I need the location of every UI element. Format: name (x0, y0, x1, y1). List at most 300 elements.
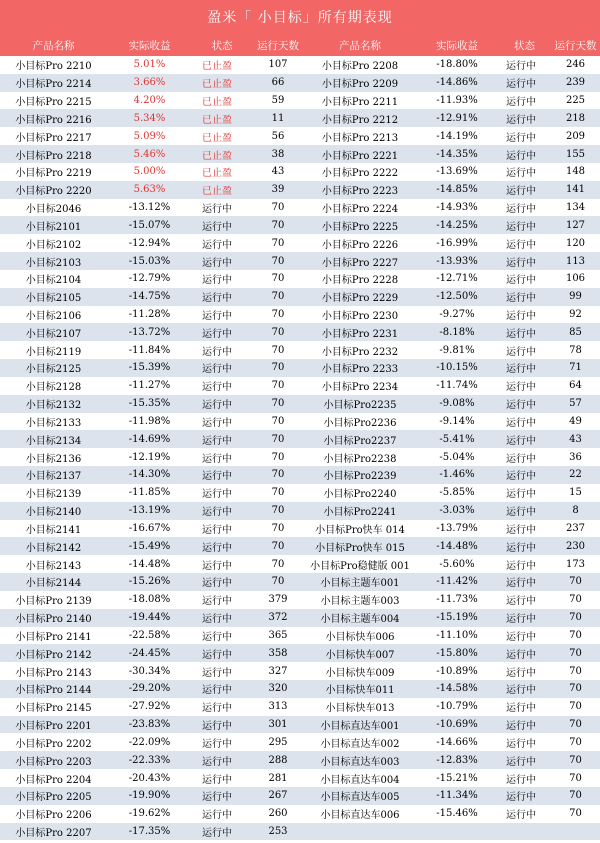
header-product-name-right: 产品名称 (339, 39, 381, 52)
table-row (0, 56, 600, 74)
right-product-name-cell: 小目标主题车001 (320, 578, 400, 590)
right-product-name-cell: 小目标Pro 2224 (321, 204, 399, 216)
left-status-cell: 运行中 (202, 221, 232, 233)
right-actual-return-cell: -18.80% (436, 59, 478, 71)
right-product-name-cell: 小目标快车006 (325, 631, 395, 643)
left-running-days-cell: 70 (271, 487, 285, 499)
left-running-days-cell: 70 (271, 433, 285, 445)
left-running-days-cell: 70 (271, 309, 285, 320)
left-status-cell: 已止盈 (202, 79, 232, 91)
right-actual-return-cell: -10.79% (436, 701, 478, 713)
table-row (0, 270, 600, 288)
left-product-name-cell: 小目标2136 (25, 453, 82, 465)
table-row (0, 484, 600, 502)
left-running-days-cell: 70 (271, 415, 285, 427)
right-running-days-cell: 70 (569, 736, 582, 748)
left-actual-return-cell: -12.19% (128, 451, 171, 463)
table-row (0, 306, 600, 324)
left-product-name-cell: 小目标2133 (25, 417, 82, 429)
left-actual-return-cell: -23.83% (128, 719, 171, 731)
left-running-days-cell: 70 (271, 255, 285, 267)
table-row (0, 662, 600, 680)
left-running-days-cell: 39 (271, 184, 285, 196)
right-status-cell: 运行中 (506, 79, 536, 91)
left-product-name-cell: 小目标2141 (25, 524, 82, 536)
left-actual-return-cell: -18.08% (128, 594, 171, 606)
table-row (0, 413, 600, 431)
right-status-cell: 运行中 (506, 417, 536, 429)
table-row (0, 252, 600, 270)
right-status-cell: 运行中 (506, 435, 536, 447)
right-status-cell: 运行中 (506, 774, 536, 786)
left-product-name-cell: 小目标2143 (25, 560, 82, 572)
left-actual-return-cell: -11.28% (128, 309, 171, 320)
left-product-name-cell: 小目标2134 (25, 435, 82, 447)
left-product-name-cell: 小目标Pro 2217 (15, 132, 92, 144)
left-actual-return-cell: -15.39% (128, 362, 171, 374)
left-actual-return-cell: -15.49% (128, 540, 171, 552)
right-running-days-cell: 209 (565, 130, 586, 142)
left-status-cell: 运行中 (202, 578, 232, 590)
table-row (0, 555, 600, 573)
left-status-cell: 运行中 (202, 435, 232, 447)
right-running-days-cell: 49 (569, 415, 582, 427)
right-status-cell: 运行中 (506, 578, 536, 590)
left-actual-return-cell: -11.98% (128, 415, 171, 427)
right-status-cell: 运行中 (506, 221, 536, 233)
right-product-name-cell: 小目标Pro 2213 (321, 132, 399, 144)
right-product-name-cell: 小目标快车011 (325, 685, 395, 697)
left-status-cell: 运行中 (202, 828, 232, 840)
left-actual-return-cell: -12.94% (128, 237, 171, 249)
right-running-days-cell: 92 (569, 309, 582, 320)
right-product-name-cell: 小目标直达车002 (320, 738, 400, 750)
right-product-name-cell: 小目标快车007 (325, 649, 395, 661)
left-status-cell: 运行中 (202, 204, 232, 216)
table-row (0, 395, 600, 413)
right-actual-return-cell: -9.27% (439, 309, 475, 320)
left-actual-return-cell: -13.72% (128, 326, 171, 338)
left-running-days-cell: 66 (271, 77, 285, 89)
left-running-days-cell: 260 (268, 808, 288, 820)
right-actual-return-cell: -11.42% (436, 576, 478, 588)
right-product-name-cell: 小目标直达车005 (320, 792, 400, 804)
left-running-days-cell: 327 (268, 665, 288, 677)
right-status-cell: 运行中 (506, 346, 536, 358)
right-product-name-cell: 小目标Pro 2222 (321, 168, 399, 180)
left-product-name-cell: 小目标Pro 2214 (15, 79, 92, 91)
left-actual-return-cell: -11.27% (128, 380, 171, 392)
left-status-cell: 已止盈 (202, 168, 232, 180)
left-product-name-cell: 小目标2046 (25, 204, 82, 216)
right-actual-return-cell: -15.46% (436, 808, 478, 820)
left-running-days-cell: 70 (271, 451, 285, 463)
left-status-cell: 运行中 (202, 346, 232, 358)
left-status-cell: 运行中 (202, 400, 232, 412)
table-row (0, 466, 600, 484)
right-actual-return-cell: -13.79% (436, 522, 478, 534)
right-actual-return-cell: -15.21% (436, 772, 478, 784)
right-status-cell: 运行中 (506, 114, 536, 126)
left-actual-return-cell: 5.09% (133, 130, 166, 142)
left-product-name-cell: 小目标2144 (25, 578, 82, 590)
right-actual-return-cell: -11.73% (436, 594, 478, 606)
left-running-days-cell: 70 (271, 469, 285, 481)
left-status-cell: 运行中 (202, 685, 232, 697)
right-running-days-cell: 148 (565, 166, 586, 178)
right-actual-return-cell: -12.50% (436, 291, 478, 303)
right-product-name-cell: 小目标Pro快车 014 (315, 524, 405, 536)
left-product-name-cell: 小目标Pro 2210 (15, 61, 92, 73)
right-running-days-cell: 120 (565, 237, 586, 249)
right-running-days-cell: 246 (565, 59, 586, 71)
left-status-cell: 运行中 (202, 649, 232, 661)
right-product-name-cell: 小目标Pro 2231 (321, 328, 399, 340)
left-product-name-cell: 小目标Pro 2205 (15, 792, 92, 804)
right-product-name-cell (304, 823, 416, 841)
left-status-cell: 运行中 (202, 328, 232, 340)
left-status-cell: 运行中 (202, 614, 232, 626)
right-status-cell: 运行中 (506, 756, 536, 768)
table-row (0, 288, 600, 306)
right-product-name-cell: 小目标Pro 2232 (321, 346, 399, 358)
left-actual-return-cell: -24.45% (128, 647, 171, 659)
right-product-name-cell: 小目标Pro 2233 (321, 364, 399, 376)
right-status-cell: 运行中 (506, 542, 536, 554)
table-row (0, 644, 600, 662)
table-row (0, 74, 600, 92)
left-actual-return-cell: -11.85% (128, 487, 171, 499)
left-running-days-cell: 301 (268, 719, 288, 731)
right-status-cell: 运行中 (506, 471, 536, 483)
left-product-name-cell: 小目标Pro 2145 (15, 703, 92, 715)
left-running-days-cell: 70 (271, 344, 285, 356)
table-row (0, 627, 600, 645)
right-product-name-cell: 小目标直达车003 (320, 756, 400, 768)
right-running-days-cell: 239 (565, 77, 586, 89)
left-product-name-cell: 小目标Pro 2143 (15, 667, 92, 679)
left-status-cell: 运行中 (202, 275, 232, 287)
right-actual-return-cell: -10.15% (436, 362, 478, 374)
right-actual-return-cell: -9.14% (439, 415, 475, 427)
right-running-days-cell: 237 (565, 522, 586, 534)
left-product-name-cell: 小目标2106 (25, 311, 82, 322)
right-running-days-cell: 70 (569, 576, 582, 588)
right-actual-return-cell: -12.91% (436, 112, 478, 124)
left-status-cell: 已止盈 (202, 61, 232, 73)
right-status-cell: 运行中 (506, 453, 536, 465)
left-status-cell: 运行中 (202, 382, 232, 394)
left-actual-return-cell: -27.92% (128, 701, 171, 713)
right-actual-return-cell: -10.89% (436, 665, 478, 677)
table-row (0, 609, 600, 627)
left-status-cell: 运行中 (202, 542, 232, 554)
left-product-name-cell: 小目标2104 (25, 275, 82, 287)
left-status-cell: 运行中 (202, 311, 232, 322)
left-actual-return-cell: 3.66% (133, 77, 166, 89)
left-actual-return-cell: -14.30% (128, 469, 171, 481)
left-product-name-cell: 小目标Pro 2203 (15, 756, 92, 768)
left-actual-return-cell: -22.09% (128, 736, 171, 748)
table-body (0, 56, 600, 840)
right-running-days-cell: 70 (569, 665, 582, 677)
right-running-days-cell: 70 (569, 754, 582, 766)
right-product-name-cell: 小目标Pro 2208 (321, 61, 399, 73)
left-status-cell: 已止盈 (202, 186, 232, 198)
table-row (0, 805, 600, 823)
left-running-days-cell: 70 (271, 576, 285, 588)
right-status-cell: 运行中 (506, 61, 536, 73)
right-product-name-cell: 小目标Pro2237 (323, 435, 397, 447)
right-running-days-cell: 8 (572, 505, 579, 517)
right-actual-return-cell: -9.08% (439, 398, 475, 410)
table-row (0, 92, 600, 110)
right-running-days-cell: 218 (565, 112, 586, 124)
left-running-days-cell: 295 (268, 736, 288, 748)
right-running-days-cell: 70 (569, 594, 582, 606)
right-product-name-cell: 小目标直达车001 (320, 721, 400, 733)
right-actual-return-cell: -13.69% (436, 166, 478, 178)
table-row (0, 323, 600, 341)
right-product-name-cell: 小目标Pro 2229 (321, 293, 399, 305)
left-actual-return-cell: -15.07% (128, 219, 171, 231)
left-product-name-cell: 小目标2101 (25, 221, 82, 233)
right-running-days-cell: 70 (569, 808, 582, 820)
table-row (0, 145, 600, 163)
right-actual-return-cell: -5.60% (439, 558, 475, 570)
left-product-name-cell: 小目标Pro 2141 (15, 631, 92, 643)
table-row (0, 823, 600, 841)
right-product-name-cell: 小目标Pro2236 (323, 417, 397, 429)
left-running-days-cell: 107 (268, 59, 288, 71)
left-status-cell: 运行中 (202, 738, 232, 750)
right-running-days-cell: 36 (569, 451, 582, 463)
right-actual-return-cell: -15.80% (436, 647, 478, 659)
left-status-cell: 运行中 (202, 631, 232, 643)
left-running-days-cell: 379 (268, 594, 288, 606)
left-product-name-cell: 小目标2128 (25, 382, 82, 394)
right-product-name-cell: 小目标Pro2240 (323, 489, 397, 501)
table-row (0, 163, 600, 181)
right-actual-return-cell: -3.03% (439, 505, 475, 517)
right-running-days-cell: 15 (569, 487, 582, 499)
left-status-cell: 运行中 (202, 507, 232, 519)
left-running-days-cell: 70 (271, 398, 285, 410)
table-row (0, 573, 600, 591)
left-status-cell: 运行中 (202, 560, 232, 572)
left-status-cell: 运行中 (202, 810, 232, 822)
left-status-cell: 运行中 (202, 453, 232, 465)
left-actual-return-cell: -19.44% (128, 612, 171, 624)
right-status-cell: 运行中 (506, 311, 536, 322)
table-row (0, 234, 600, 252)
left-product-name-cell: 小目标2107 (25, 328, 82, 340)
right-product-name-cell: 小目标Pro 2221 (321, 150, 399, 162)
right-product-name-cell: 小目标主题车003 (320, 596, 400, 608)
right-status-cell: 运行中 (506, 489, 536, 501)
right-status-cell: 运行中 (506, 204, 536, 216)
left-product-name-cell: 小目标2140 (25, 507, 82, 519)
table-row (0, 769, 600, 787)
right-running-days-cell: 173 (565, 558, 586, 570)
left-running-days-cell: 70 (271, 273, 285, 285)
right-status-cell: 运行中 (506, 614, 536, 626)
right-actual-return-cell: -14.93% (436, 202, 478, 214)
left-product-name-cell: 小目标Pro 2201 (15, 721, 92, 733)
left-product-name-cell: 小目标2103 (25, 257, 82, 269)
left-running-days-cell: 320 (268, 683, 288, 695)
left-status-cell: 运行中 (202, 703, 232, 715)
right-actual-return-cell: -5.04% (439, 451, 475, 463)
header-product-name: 产品名称 (32, 39, 75, 52)
right-status-cell: 运行中 (506, 400, 536, 412)
right-product-name-cell: 小目标直达车004 (320, 774, 400, 786)
right-status-cell: 运行中 (506, 810, 536, 822)
right-actual-return-cell: -10.69% (436, 719, 478, 731)
left-running-days-cell: 70 (271, 558, 285, 570)
right-actual-return-cell: -14.58% (436, 683, 478, 695)
left-actual-return-cell: 5.63% (133, 184, 166, 196)
right-status-cell: 运行中 (506, 649, 536, 661)
right-product-name-cell: 小目标Pro 2209 (321, 79, 399, 91)
left-actual-return-cell: -22.33% (128, 754, 171, 766)
left-running-days-cell: 70 (271, 362, 285, 374)
left-product-name-cell: 小目标Pro 2202 (15, 738, 92, 750)
left-status-cell: 运行中 (202, 417, 232, 429)
left-status-cell: 运行中 (202, 471, 232, 483)
left-running-days-cell: 70 (271, 522, 285, 534)
right-running-days-cell (551, 823, 600, 841)
left-product-name-cell: 小目标2105 (25, 293, 82, 305)
table-row (0, 502, 600, 520)
left-running-days-cell: 365 (268, 629, 288, 641)
right-running-days-cell: 70 (569, 683, 582, 695)
table-row (0, 430, 600, 448)
right-actual-return-cell: -5.41% (439, 433, 475, 445)
left-running-days-cell: 70 (271, 505, 285, 517)
right-actual-return-cell: -14.19% (436, 130, 478, 142)
header-status-right: 状态 (514, 39, 535, 52)
right-status-cell: 运行中 (506, 150, 536, 162)
right-running-days-cell: 22 (569, 469, 582, 481)
right-product-name-cell: 小目标直达车006 (320, 810, 400, 822)
left-status-cell: 已止盈 (202, 114, 232, 126)
left-running-days-cell: 38 (271, 148, 285, 160)
right-running-days-cell: 113 (565, 255, 586, 267)
left-status-cell: 运行中 (202, 293, 232, 305)
left-actual-return-cell: -19.90% (128, 790, 171, 802)
right-status-cell: 运行中 (506, 382, 536, 394)
left-actual-return-cell: 5.01% (133, 59, 166, 71)
left-status-cell: 已止盈 (202, 150, 232, 162)
right-running-days-cell: 70 (569, 612, 582, 624)
left-product-name-cell: 小目标Pro 2215 (15, 97, 92, 109)
right-actual-return-cell: -14.85% (436, 184, 478, 196)
right-running-days-cell: 134 (565, 202, 586, 214)
left-actual-return-cell: 5.00% (133, 166, 166, 178)
right-product-name-cell: 小目标Pro 2228 (321, 275, 399, 287)
right-product-name-cell: 小目标主题车004 (320, 614, 400, 626)
right-status-cell: 运行中 (506, 792, 536, 804)
left-actual-return-cell: -29.20% (128, 683, 171, 695)
right-actual-return-cell: -5.85% (439, 487, 475, 499)
right-status-cell: 运行中 (506, 132, 536, 144)
left-product-name-cell: 小目标Pro 2204 (15, 774, 92, 786)
left-status-cell: 运行中 (202, 792, 232, 804)
left-running-days-cell: 288 (268, 754, 288, 766)
header-running-days-right: 运行天数 (554, 39, 597, 52)
table-header (0, 34, 600, 56)
right-product-name-cell: 小目标Pro 2225 (321, 221, 399, 233)
table-row (0, 591, 600, 609)
right-product-name-cell: 小目标Pro 2227 (321, 257, 399, 269)
right-actual-return-cell: -12.83% (436, 754, 478, 766)
right-status-cell: 运行中 (506, 507, 536, 519)
right-product-name-cell: 小目标Pro 2230 (321, 311, 399, 322)
left-running-days-cell: 70 (271, 237, 285, 249)
left-actual-return-cell: -20.43% (128, 772, 171, 784)
right-running-days-cell: 85 (569, 326, 582, 338)
right-status-cell: 运行中 (506, 685, 536, 697)
table-row (0, 216, 600, 234)
left-product-name-cell: 小目标Pro 2140 (15, 614, 92, 626)
table-row (0, 448, 600, 466)
left-product-name-cell: 小目标2139 (25, 489, 82, 501)
right-status-cell: 运行中 (506, 703, 536, 715)
right-actual-return-cell: -11.74% (436, 380, 478, 392)
left-status-cell: 运行中 (202, 364, 232, 376)
left-product-name-cell: 小目标Pro 2218 (15, 150, 92, 162)
left-status-cell: 运行中 (202, 596, 232, 608)
right-running-days-cell: 70 (569, 772, 582, 784)
right-running-days-cell: 141 (565, 184, 586, 196)
header-status: 状态 (211, 39, 233, 52)
right-product-name-cell: 小目标Pro 2212 (321, 114, 399, 126)
table-row (0, 520, 600, 538)
page-title (0, 0, 600, 34)
right-actual-return-cell: -14.86% (436, 77, 478, 89)
left-product-name-cell: 小目标Pro 2216 (15, 114, 92, 126)
right-running-days-cell: 70 (569, 790, 582, 802)
table-row (0, 127, 600, 145)
right-status-cell (498, 823, 551, 841)
table-row (0, 181, 600, 199)
right-status-cell: 运行中 (506, 364, 536, 376)
header-actual-return: 实际收益 (128, 39, 171, 52)
title-text: 盈米「 小目标」所有期表现 (207, 10, 393, 26)
right-actual-return-cell: -11.93% (436, 95, 478, 107)
left-product-name-cell: 小目标2137 (25, 471, 82, 483)
right-actual-return-cell: -1.46% (439, 469, 475, 481)
left-running-days-cell: 281 (268, 772, 288, 784)
right-status-cell: 运行中 (506, 721, 536, 733)
left-product-name-cell: 小目标2132 (25, 400, 82, 412)
right-status-cell: 运行中 (506, 667, 536, 679)
right-running-days-cell: 106 (565, 273, 586, 285)
right-actual-return-cell: -12.71% (436, 273, 478, 285)
left-running-days-cell: 70 (271, 540, 285, 552)
right-actual-return-cell: -9.81% (439, 344, 475, 356)
right-actual-return-cell: -14.66% (436, 736, 478, 748)
right-status-cell: 运行中 (506, 293, 536, 305)
left-status-cell: 运行中 (202, 489, 232, 501)
left-running-days-cell: 358 (268, 647, 288, 659)
left-product-name-cell: 小目标Pro 2220 (15, 186, 92, 198)
left-status-cell: 运行中 (202, 774, 232, 786)
right-product-name-cell: 小目标快车013 (325, 703, 395, 715)
right-status-cell: 运行中 (506, 524, 536, 536)
left-running-days-cell: 267 (268, 790, 288, 802)
